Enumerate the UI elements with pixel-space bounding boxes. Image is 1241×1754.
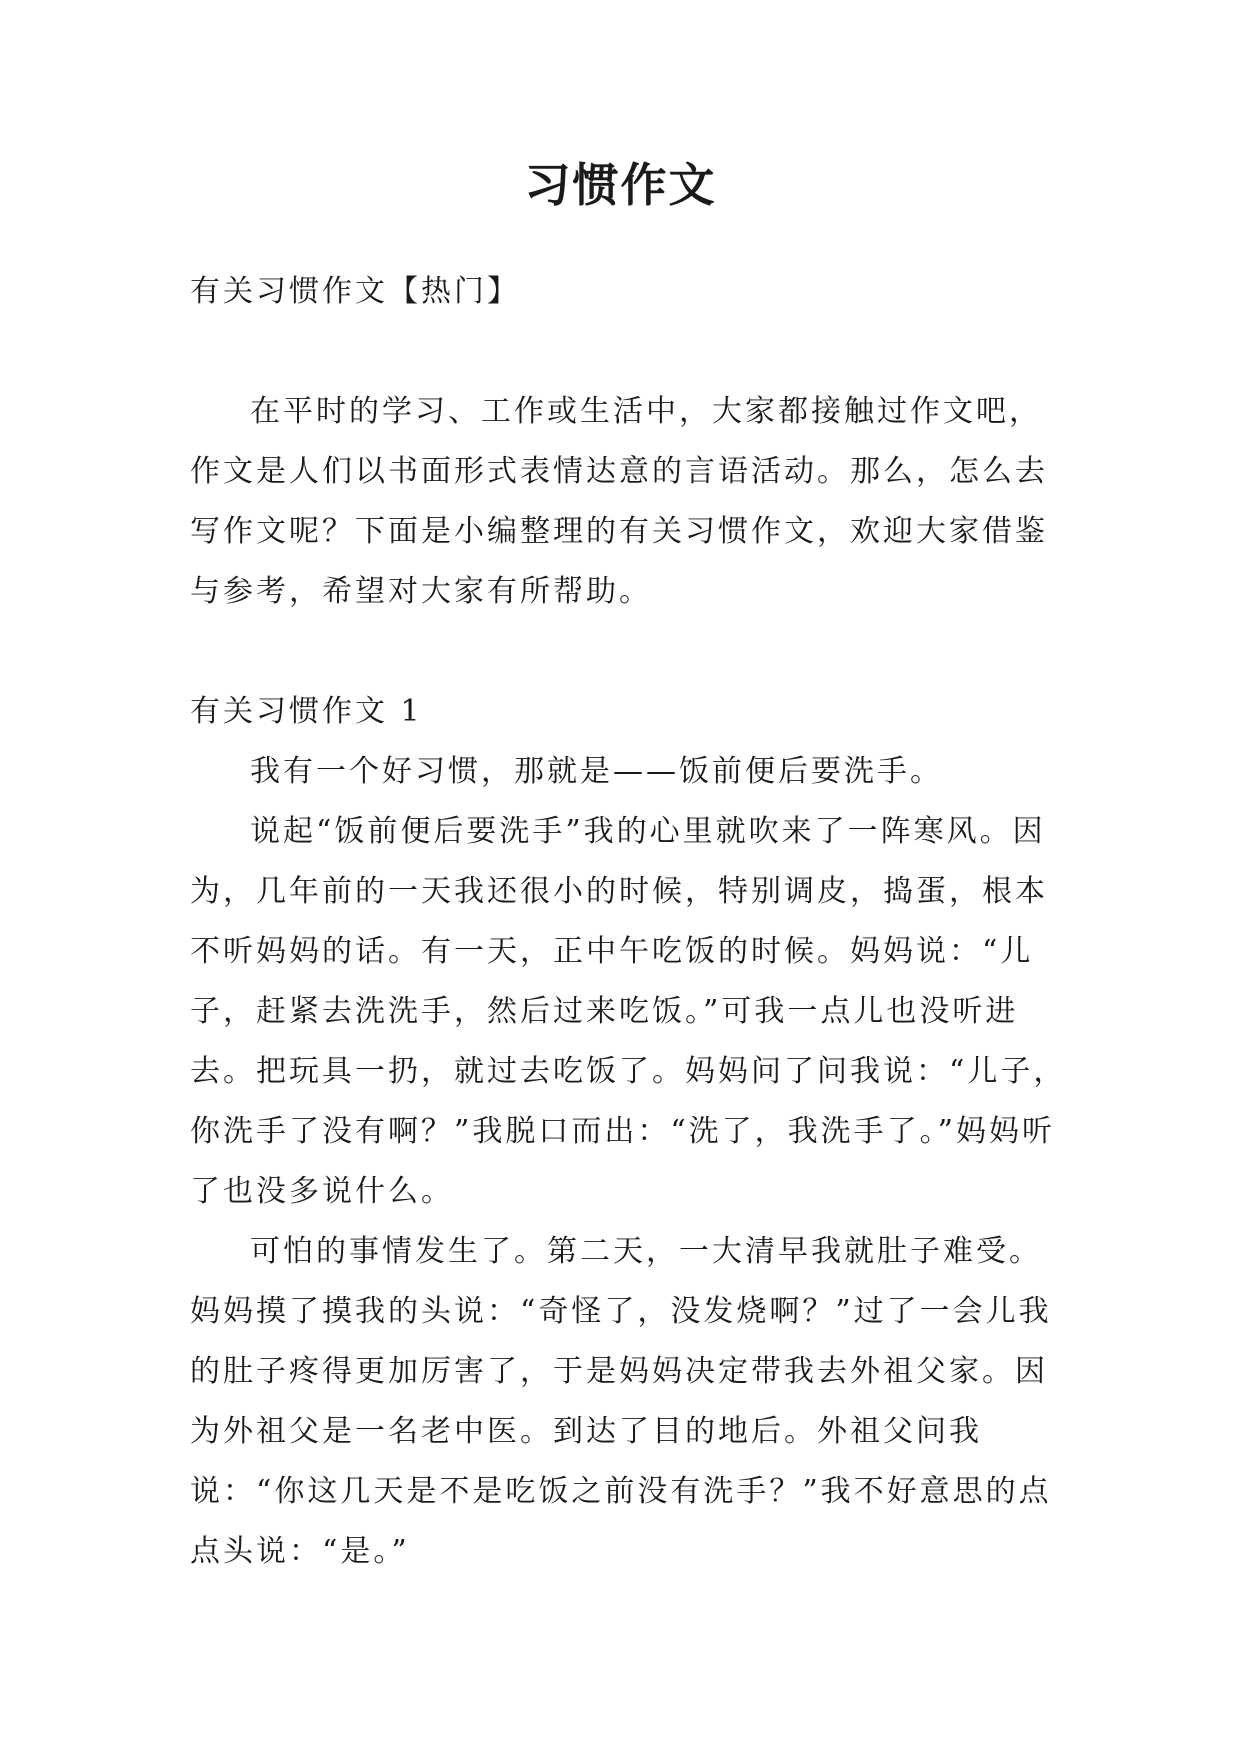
- body-paragraph: 说起“饭前便后要洗手”我的心里就吹来了一阵寒风。因为，几年前的一天我还很小的时候，特别调皮，捣蛋，根本不听妈妈的话。有一天，正中午吃饭的时候。妈妈说：“儿子，赶紧去洗洗手，然后过来吃饭。”可我一点儿也没听进去。把玩具一扔，就过去吃饭了。妈妈问了问我说：“儿子，你洗手了没有啊？”我脱口而出：“洗了，我洗手了。”妈妈听了也没多说什么。: [190, 814, 1067, 1209]
- section-heading: 有关习惯作文 1: [190, 694, 423, 729]
- document-body: [190, 262, 1070, 1582]
- document-subtitle: 有关习惯作文【热门】: [190, 274, 520, 309]
- intro-paragraph: 在平时的学习、工作或生活中，大家都接触过作文吧，作文是人们以书面形式表情达意的言语活动。那么，怎么去写作文呢？下面是小编整理的有关习惯作文，欢迎大家借鉴与参考，希望对大家有所帮助。: [190, 394, 1048, 609]
- document-title: 习惯作文: [524, 158, 717, 212]
- body-paragraph: 可怕的事情发生了。第二天，一大清早我就肚子难受。妈妈摸了摸我的头说：“奇怪了，没发烧啊？”过了一会儿我的肚子疼得更加厉害了，于是妈妈决定带我去外祖父家。因为外祖父是一名老中医。到达了目的地后。外祖父问我说：“你这几天是不是吃饭之前没有洗手？”我不好意思的点点头说：“是。”: [190, 1234, 1052, 1569]
- body-paragraph: 我有一个好习惯，那就是——饭前便后要洗手。: [250, 754, 943, 789]
